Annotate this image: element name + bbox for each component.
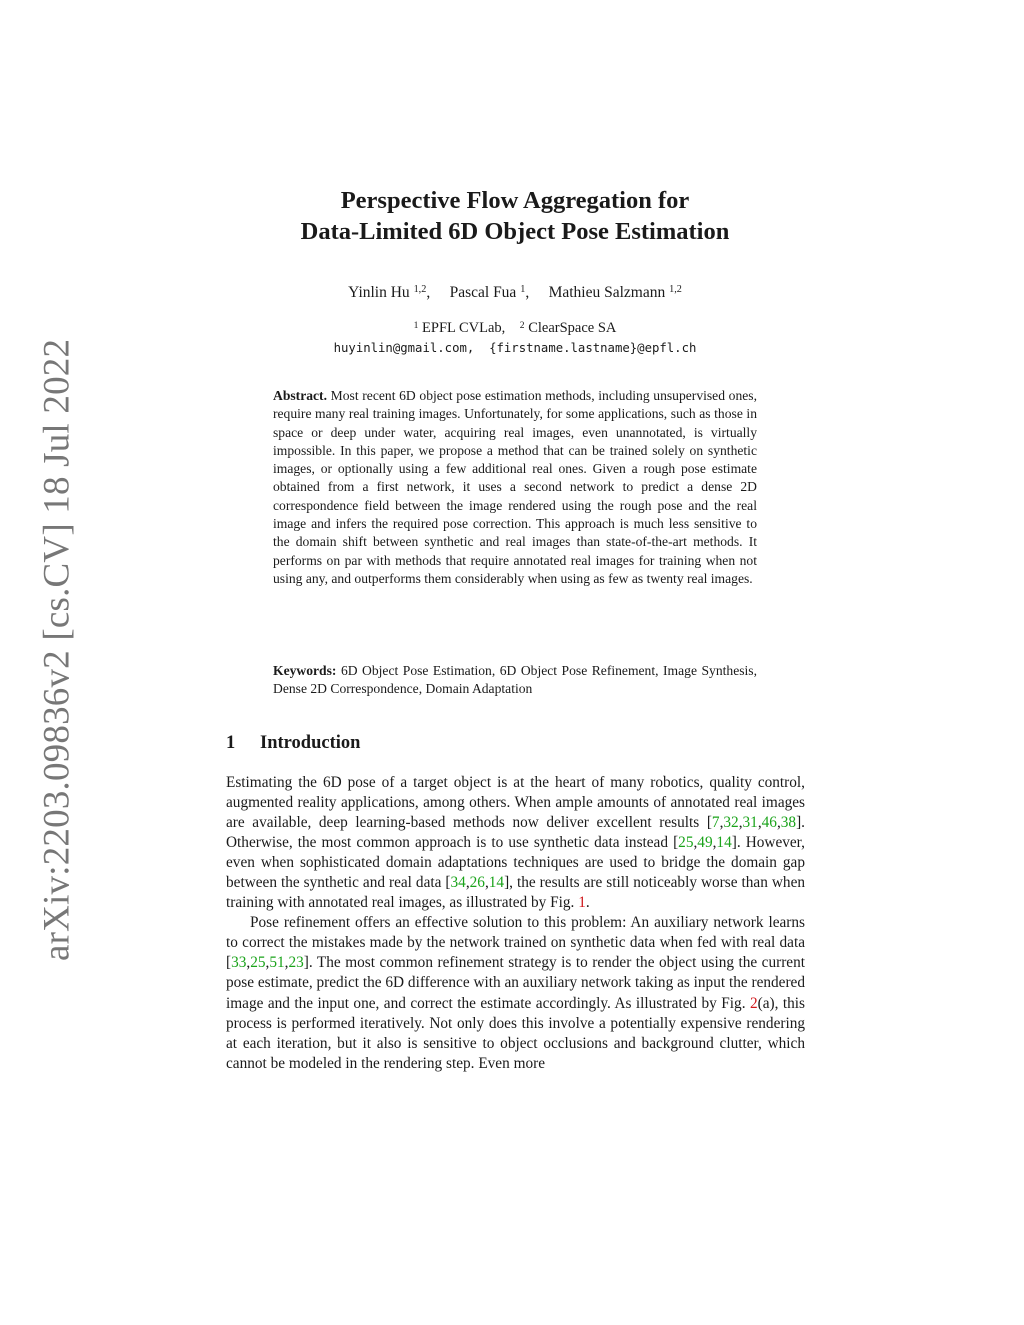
affiliation-list bbox=[180, 318, 850, 338]
abstract-label: Abstract. bbox=[273, 388, 327, 403]
paper-title-line-1: Perspective Flow Aggregation for bbox=[340, 187, 690, 214]
figure-reference-link[interactable]: 1 bbox=[578, 894, 586, 912]
citation-link[interactable]: 14 bbox=[488, 874, 505, 892]
citation-link[interactable]: 51 bbox=[269, 954, 285, 972]
paragraph-text: Estimating the 6D pose of a target object is at the heart of many robotics, quality control, augmented reality applications, among others. When ample amounts of annotated real images are available, deep learning-based methods now deliver excellent results [ bbox=[226, 774, 805, 832]
author-name: Yinlin Hu bbox=[348, 284, 410, 301]
paragraph-text: ]. Otherwise, the most common approach is to use synthetic data instead [ bbox=[226, 814, 805, 852]
citation-link[interactable]: 46 bbox=[761, 814, 777, 832]
keywords-text: 6D Object Pose Estimation, 6D Object Pose Refinement, Image Synthesis, Dense 2D Correspondence, Domain Adaptation bbox=[273, 663, 757, 697]
author-affiliation-mark: 1,2 bbox=[413, 284, 427, 296]
email-address: {firstname.lastname}@epfl.ch bbox=[489, 341, 697, 355]
paragraph-text: . bbox=[585, 894, 590, 912]
section-body bbox=[226, 773, 805, 1074]
citation-link[interactable]: 31 bbox=[742, 814, 758, 832]
author-name: Pascal Fua bbox=[449, 284, 517, 301]
paragraph-text: (a), this process is performed iteratively. Not only does this involve a potentially expensive rendering at each iteration, but it also is sensitive to object occlusions and background clutter, which cannot be modeled in the rendering step. Even more bbox=[226, 994, 805, 1072]
citation-link[interactable]: 38 bbox=[780, 814, 797, 832]
paragraph-text: ]. However, even when sophisticated domain adaptations techniques are used to bridge the domain gap between the synthetic and real data [ bbox=[226, 834, 805, 892]
citation-link[interactable]: 26 bbox=[469, 874, 485, 892]
citation-link[interactable]: 25 bbox=[678, 834, 694, 852]
affiliation-name: EPFL CVLab, bbox=[422, 320, 506, 336]
section-heading bbox=[226, 731, 360, 755]
paragraph-text: ], the results are still noticeably worse than when training with annotated real images, as illustrated by Fig. bbox=[226, 874, 806, 912]
paper-title-line-2: Data-Limited 6D Object Pose Estimation bbox=[300, 218, 730, 245]
paragraph: Estimating the 6D pose of a target object is at the heart of many robotics, quality control, augmented reality applications, among others. When ample amounts of annotated real images are available, deep learning-based methods now deliver excellent results [7,32,31,46,38]. Otherwise, the most common approach is to use synthetic data instead [25,49,14]. However, even when sophisticated domain adaptations techniques are used to bridge the domain gap between the synthetic and real data [34,26,14], the results are still noticeably worse than when training with annotated real images, as illustrated by Fig. 1. bbox=[226, 774, 806, 912]
author-list: Yinlin Hu $^{1,2}$, Pascal Fua $^1$, Mathieu Salzmann $^{1,2}$ bbox=[348, 284, 682, 301]
keywords-label: Keywords: bbox=[273, 663, 337, 678]
citation-link[interactable]: 34 bbox=[450, 874, 466, 892]
citation-link[interactable]: 14 bbox=[716, 834, 732, 852]
paper-title bbox=[180, 185, 850, 247]
citation-link[interactable]: 33 bbox=[231, 954, 247, 972]
citation-link[interactable]: 32 bbox=[723, 814, 739, 832]
email-address: huyinlin@gmail.com, bbox=[333, 341, 475, 355]
author-affiliation-mark: 1 bbox=[520, 284, 526, 296]
citation-link[interactable]: 23 bbox=[288, 954, 304, 972]
figure-reference-link[interactable]: 2 bbox=[749, 994, 758, 1012]
affiliation-mark: 2 bbox=[519, 319, 525, 331]
author-emails bbox=[180, 339, 850, 357]
keywords bbox=[273, 662, 757, 699]
affiliation-name: ClearSpace SA bbox=[528, 320, 617, 336]
citation-link[interactable]: 49 bbox=[697, 834, 713, 852]
citation-link[interactable]: 25 bbox=[250, 954, 266, 972]
citation-link[interactable]: 7 bbox=[711, 814, 720, 832]
paragraph-text: Pose refinement offers an effective solution to this problem: An auxiliary network learns to correct the mistakes made by the network trained on synthetic data when fed with real data [ bbox=[226, 914, 805, 972]
abstract-text: Most recent 6D object pose estimation methods, including unsupervised ones, require many real training images. Unfortunately, for some applications, such as those in space or deep under water, acquiring real images, even unannotated, is virtually impossible. In this paper, we propose a method that can be trained solely on synthetic images, or optionally using a few additional real ones. Given a rough pose estimate obtained from a first network, it uses a second network to predict a dense 2D correspondence field between the image rendered using the rough pose and the real image and infers the required pose correction. This approach is much less sensitive to the domain shift between synthetic and real images than state-of-the-art methods. It performs on par with methods that require annotated real images for training when not using any, and outperforms them considerably when using as few as twenty real images. bbox=[273, 388, 757, 586]
paragraph: Pose refinement offers an effective solution to this problem: An auxiliary network learns to correct the mistakes made by the network trained on synthetic data when fed with real data [33,25,51,23]. The most common refinement strategy is to render the object using the current pose estimate, predict the 6D difference with an auxiliary network taking as input the rendered image and the input one, and correct the estimate accordingly. As illustrated by Fig. 2(a), this process is performed iteratively. Not only does this involve a potentially expensive rendering at each iteration, but it also is sensitive to object occlusions and background clutter, which cannot be modeled in the rendering step. Even more bbox=[226, 914, 805, 1072]
arxiv-identifier-stamp: arXiv:2203.09836v2 [cs.CV] 18 Jul 2022 bbox=[36, 338, 78, 962]
section-title: Introduction bbox=[260, 733, 361, 753]
section-number: 1 bbox=[226, 733, 236, 753]
abstract bbox=[273, 387, 757, 588]
author-name: Mathieu Salzmann bbox=[548, 284, 666, 301]
paragraph-text: ]. The most common refinement strategy is to render the object using the current pose estimate, predict the 6D difference with an auxiliary network taking as input the rendered image and the input one, and correct the estimate accordingly. As illustrated by Fig. bbox=[226, 954, 805, 1012]
author-affiliation-mark: 1,2 bbox=[669, 284, 682, 296]
affiliation-mark: 1 bbox=[413, 319, 419, 331]
